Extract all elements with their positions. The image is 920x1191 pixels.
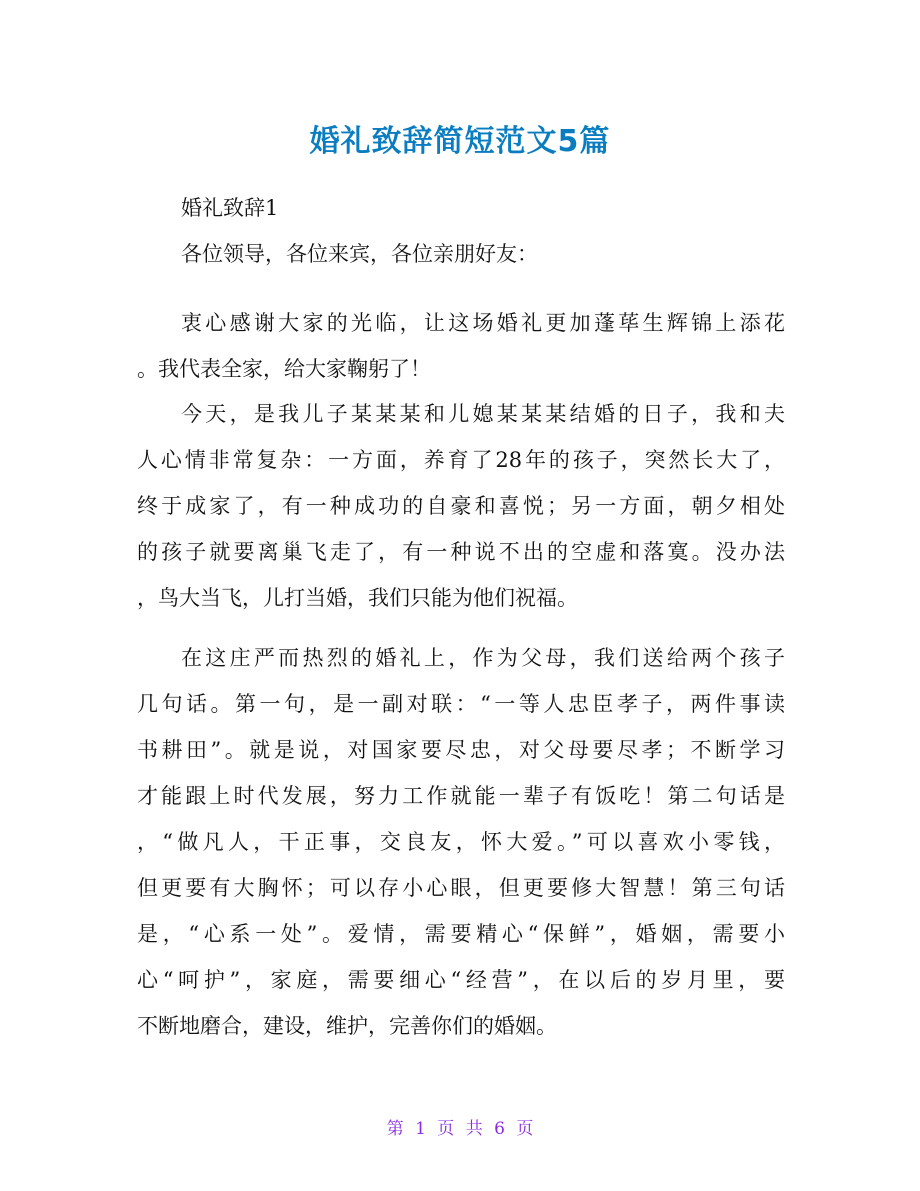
paragraph-line: 的孩子就要离巢飞走了，有一种说不出的空虚和落寞。没办法 [137, 540, 785, 564]
paragraph-line: 心“呵护”，家庭，需要细心“经营”，在以后的岁月里，要 [137, 968, 785, 992]
paragraph-line: 今天，是我儿子某某某和儿媳某某某结婚的日子，我和夫 [181, 402, 785, 426]
paragraph-line: 衷心感谢大家的光临，让这场婚礼更加蓬荜生辉锦上添花 [181, 311, 785, 335]
page-footer: 第 1 页 共 6 页 [386, 1119, 534, 1139]
paragraph-line: ，鸟大当飞，儿打当婚，我们只能为他们祝福。 [137, 586, 578, 610]
document-title: 婚礼致辞简短范文5篇 [309, 124, 611, 159]
paragraph-line: 终于成家了，有一种成功的自豪和喜悦；另一方面，朝夕相处 [137, 494, 785, 518]
paragraph-line: 人心情非常复杂：一方面，养育了28年的孩子，突然长大了， [137, 448, 785, 472]
paragraph-line: 但更要有大胸怀；可以存小心眼，但更要修大智慧！第三句话 [137, 876, 785, 900]
paragraph-line: 婚礼致辞1 [181, 196, 279, 220]
paragraph-line: 。我代表全家，给大家鞠躬了！ [137, 357, 431, 381]
paragraph-line: 书耕田”。就是说，对国家要尽忠，对父母要尽孝；不断学习 [137, 738, 785, 762]
paragraph-line: ，“做凡人，干正事，交良友，怀大爱。”可以喜欢小零钱， [137, 830, 785, 854]
paragraph-line: 各位领导，各位来宾，各位亲朋好友： [181, 242, 538, 266]
paragraph-line: 是，“心系一处”。爱情，需要精心“保鲜”，婚姻，需要小 [137, 922, 785, 946]
paragraph-line: 几句话。第一句，是一副对联：“一等人忠臣孝子，两件事读 [137, 692, 785, 716]
paragraph-line: 不断地磨合，建设，维护，完善你们的婚姻。 [137, 1014, 557, 1038]
paragraph-line: 才能跟上时代发展，努力工作就能一辈子有饭吃！第二句话是 [137, 784, 785, 808]
paragraph-line: 在这庄严而热烈的婚礼上，作为父母，我们送给两个孩子 [181, 646, 785, 670]
